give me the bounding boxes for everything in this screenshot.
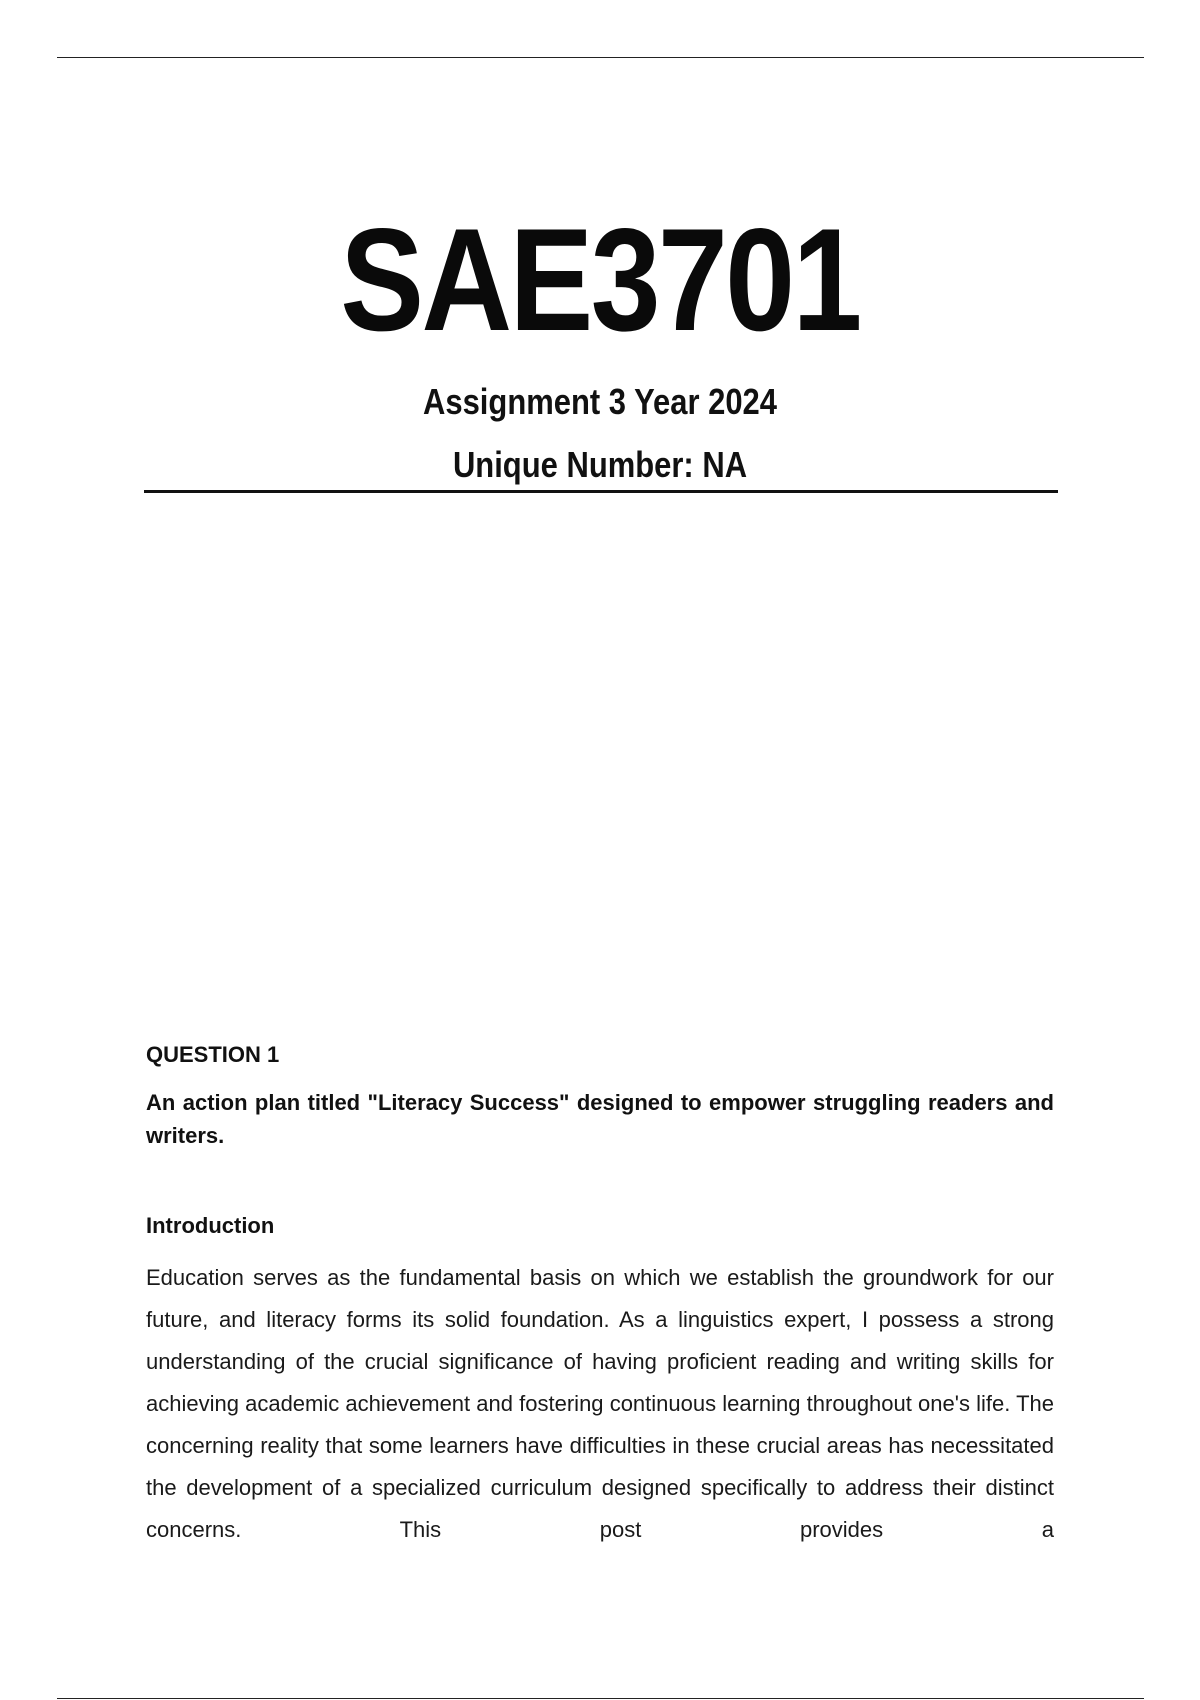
introduction-paragraph: Education serves as the fundamental basis on which we establish the groundwork for our future, and literacy forms its solid foundation. As a linguistics expert, I possess a strong understanding of the crucial significance of having proficient reading and writing skills for achieving academic achievement and fostering continuous learning throughout one's life. The concerning reality that some learners have difficulties in these crucial areas has necessitated the development of a specialized curriculum designed specifically to address their distinct concerns. This post provides a (146, 1265, 1054, 1542)
top-page-rule (57, 57, 1144, 58)
assignment-subtitle: Assignment 3 Year 2024 (423, 381, 777, 422)
introduction-heading: Introduction (146, 1213, 275, 1238)
question-heading: QUESTION 1 (146, 1042, 280, 1067)
unique-number-subtitle: Unique Number: NA (452, 444, 748, 485)
question-title: An action plan titled "Literacy Success" designed to empower struggling readers and writers. (146, 1090, 1054, 1148)
document-body (146, 1040, 1054, 1551)
course-code-title: SAE3701 (340, 198, 860, 361)
bottom-page-rule (57, 1698, 1144, 1699)
title-underline-rule (144, 490, 1058, 493)
